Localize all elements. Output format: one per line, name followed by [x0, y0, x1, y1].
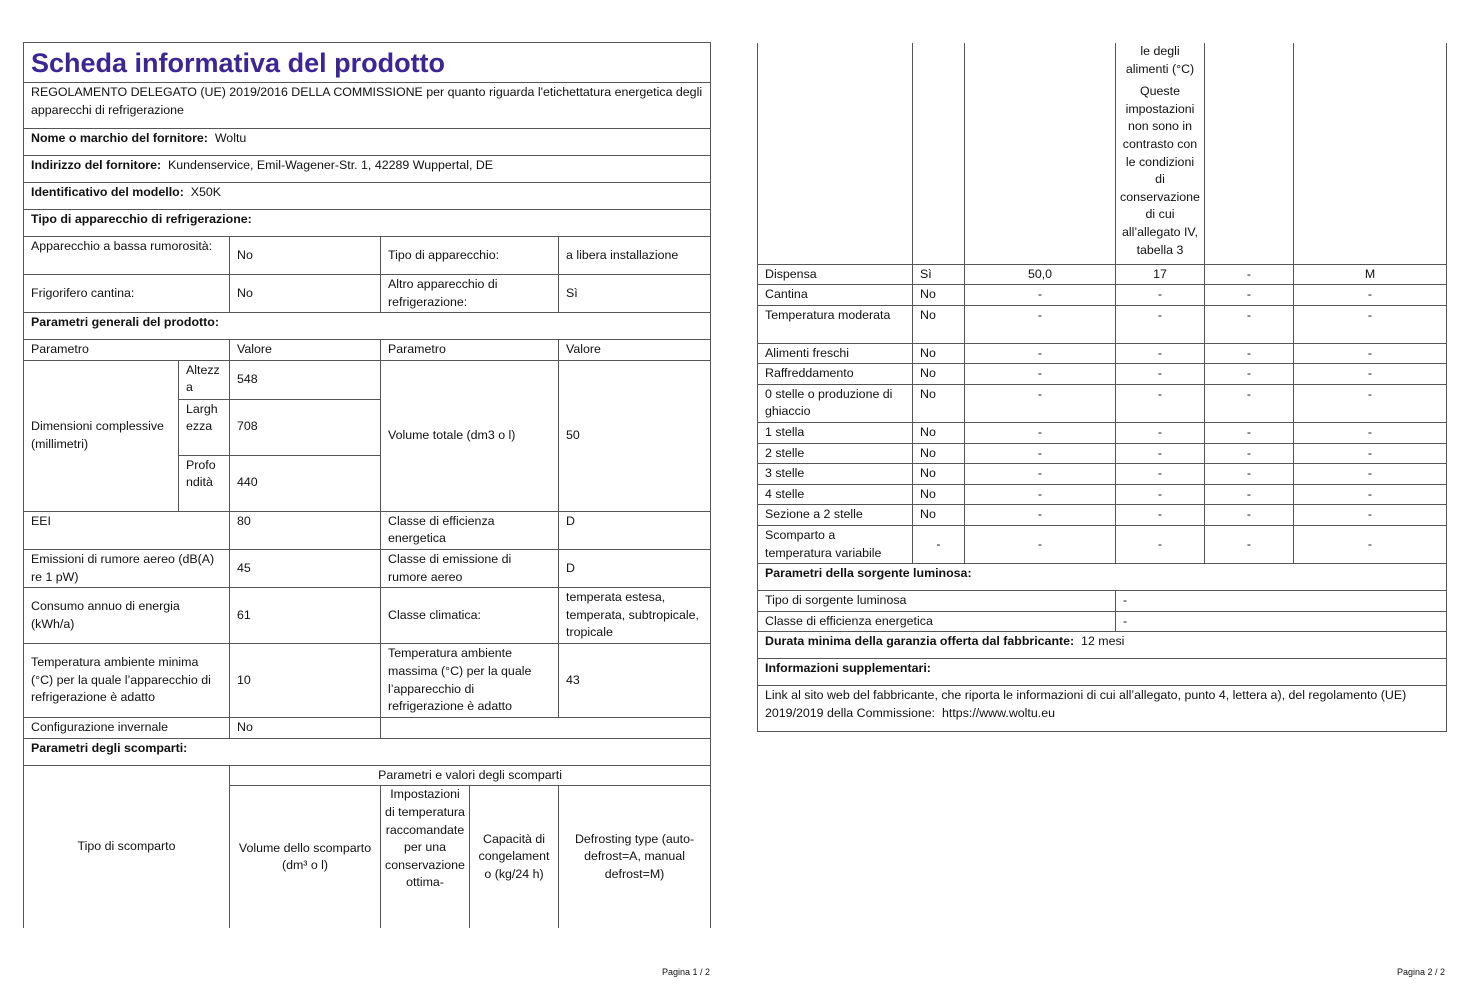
low-noise-value: No — [230, 237, 381, 275]
page-1 — [23, 42, 711, 928]
compartment-row — [758, 343, 1447, 364]
compartment-temp: - — [1116, 423, 1205, 444]
col-param: Parametro — [24, 340, 230, 361]
compartment-defrost: - — [1294, 343, 1447, 364]
comp-temp-label: Impostazioni di temperatura raccomandate per una conservazione ottima- — [381, 786, 470, 928]
light-class-value: - — [1116, 611, 1447, 632]
compartment-temp: - — [1116, 364, 1205, 385]
climate-label: Classe climatica: — [381, 588, 559, 644]
compartment-freeze: - — [1205, 305, 1294, 343]
compartment-name: Raffreddamento — [758, 364, 913, 385]
dimensions-label: Dimensioni complessive (millimetri) — [24, 360, 179, 511]
empty-cell — [1294, 43, 1447, 264]
compartment-freeze: - — [1205, 505, 1294, 526]
compartment-defrost: - — [1294, 384, 1447, 422]
compartment-volume: - — [965, 505, 1116, 526]
compartment-present: No — [913, 305, 965, 343]
compartment-name: Dispensa — [758, 264, 913, 285]
compartment-temp: - — [1116, 464, 1205, 485]
total-volume-label: Volume totale (dm3 o l) — [381, 360, 559, 511]
noise-class-label: Classe di emissione di rumore aereo — [381, 549, 559, 587]
model-label: Identificativo del modello: — [31, 185, 184, 199]
compartment-defrost: - — [1294, 305, 1447, 343]
max-temp-value: 43 — [559, 644, 711, 718]
empty-cell — [913, 43, 965, 264]
link-row — [758, 686, 1447, 732]
height-value: 548 — [230, 360, 381, 399]
compartment-defrost: - — [1294, 526, 1447, 564]
design-type-label: Tipo di apparecchio: — [381, 237, 559, 275]
compartment-row — [758, 443, 1447, 464]
other-label: Altro apparecchio di refrigerazione: — [381, 275, 559, 313]
light-heading: Parametri della sorgente luminosa: — [758, 564, 1447, 591]
compartment-freeze: - — [1205, 484, 1294, 505]
compartment-row — [758, 464, 1447, 485]
compartment-row — [758, 264, 1447, 285]
compartment-name: 0 stelle o produzione di ghiaccio — [758, 384, 913, 422]
comp-volume-label: Volume dello scomparto (dm³ o l) — [230, 786, 381, 928]
compartment-name: 1 stella — [758, 423, 913, 444]
compartment-volume: - — [965, 364, 1116, 385]
extra-heading: Informazioni supplementari: — [758, 659, 1447, 686]
supplier-address-label: Indirizzo del fornitore: — [31, 158, 162, 172]
warranty-row — [758, 632, 1447, 659]
compartment-name: Alimenti freschi — [758, 343, 913, 364]
link-text: Link al sito web del fabbricante, che riporta le informazioni di cui all’allegato, punto 4, lettera a), del regolamento (UE) 2019/2019 della Commissione: — [765, 688, 1407, 720]
compartment-present: - — [913, 526, 965, 564]
low-noise-label: Apparecchio a bassa rumorosità: — [24, 237, 230, 275]
comp-type-label: Tipo di scomparto — [24, 765, 230, 928]
max-temp-label: Temperatura ambiente massima (°C) per la quale l’apparecchio di refrigerazione è adatto — [381, 644, 559, 718]
width-label: Larghezza — [179, 399, 230, 455]
compartment-name: Cantina — [758, 285, 913, 306]
supplier-name-label: Nome o marchio del fornitore: — [31, 131, 208, 145]
compartment-row — [758, 423, 1447, 444]
page-1-footer: Pagina 1 / 2 — [662, 967, 711, 977]
compartment-temp: - — [1116, 384, 1205, 422]
compartment-rows — [758, 264, 1447, 564]
appliance-type-heading: Tipo di apparecchio di refrigerazione: — [24, 210, 711, 237]
empty-cell — [1205, 43, 1294, 264]
compartment-volume: - — [965, 343, 1116, 364]
design-type-value: a libera installazione — [559, 237, 711, 275]
compartment-present: No — [913, 484, 965, 505]
height-label: Altezza — [179, 360, 230, 399]
compartment-freeze: - — [1205, 384, 1294, 422]
compartment-defrost: - — [1294, 443, 1447, 464]
compartment-freeze: - — [1205, 364, 1294, 385]
other-value: Sì — [559, 275, 711, 313]
wine-value: No — [230, 275, 381, 313]
compartment-freeze: - — [1205, 526, 1294, 564]
min-temp-label: Temperatura ambiente minima (°C) per la quale l’apparecchio di refrigerazione è adatto — [24, 644, 230, 718]
comp-values-header: Parametri e valori degli scomparti — [230, 765, 711, 786]
eff-class-label: Classe di efficienza energetica — [381, 511, 559, 549]
compartment-name: Sezione a 2 stelle — [758, 505, 913, 526]
noise-value: 45 — [230, 549, 381, 587]
light-class-label: Classe di efficienza energetica — [758, 611, 1116, 632]
comp-freeze-label: Capacità di congelamento (kg/24 h) — [470, 786, 559, 928]
compartment-name: 2 stelle — [758, 443, 913, 464]
supplier-address: Kundenservice, Emil-Wagener-Str. 1, 42289 Wuppertal, DE — [168, 158, 494, 172]
compartment-temp: - — [1116, 443, 1205, 464]
energy-value: 61 — [230, 588, 381, 644]
model-id: X50K — [190, 185, 222, 199]
compartment-present: No — [913, 505, 965, 526]
compartment-present: No — [913, 343, 965, 364]
compartment-defrost: - — [1294, 484, 1447, 505]
depth-label: Profondità — [179, 455, 230, 511]
compartment-freeze: - — [1205, 285, 1294, 306]
compartment-freeze: - — [1205, 464, 1294, 485]
eff-class-value: D — [559, 511, 711, 549]
compartment-row — [758, 364, 1447, 385]
compartment-row — [758, 305, 1447, 343]
compartment-volume: - — [965, 443, 1116, 464]
eei-value: 80 — [230, 511, 381, 549]
compartment-row — [758, 484, 1447, 505]
warranty-label: Durata minima della garanzia offerta dal fabbricante: — [765, 634, 1075, 649]
compartment-volume: - — [965, 305, 1116, 343]
compartment-defrost: - — [1294, 423, 1447, 444]
compartment-row — [758, 505, 1447, 526]
compartment-defrost: - — [1294, 364, 1447, 385]
temp-note-cont: le degli alimenti (°C) — [1125, 44, 1195, 76]
compartment-volume: - — [965, 484, 1116, 505]
compartment-volume: - — [965, 464, 1116, 485]
noise-class-value: D — [559, 549, 711, 587]
winter-value: No — [230, 718, 381, 739]
noise-label: Emissioni di rumore aereo (dB(A) re 1 pW) — [24, 549, 230, 587]
compartment-row — [758, 526, 1447, 564]
compartment-defrost: - — [1294, 464, 1447, 485]
manufacturer-link[interactable]: https://www.woltu.eu — [942, 706, 1055, 720]
compartment-present: No — [913, 384, 965, 422]
compartment-defrost: - — [1294, 285, 1447, 306]
compartment-freeze: - — [1205, 423, 1294, 444]
compartment-name: Scomparto a temperatura variabile — [758, 526, 913, 564]
regulation-text: REGOLAMENTO DELEGATO (UE) 2019/2016 DELLA COMMISSIONE per quanto riguarda l'etichettatura energetica degli apparecchi di refrigerazione — [24, 83, 711, 129]
col-param-2: Parametro — [381, 340, 559, 361]
compartment-temp: - — [1116, 285, 1205, 306]
compartments-heading: Parametri degli scomparti: — [24, 738, 711, 765]
compartment-present: No — [913, 285, 965, 306]
compartment-temp: 17 — [1116, 264, 1205, 285]
page-title: Scheda informativa del prodotto — [31, 48, 446, 78]
compartments-table — [757, 43, 1447, 732]
light-type-label: Tipo di sorgente luminosa — [758, 591, 1116, 612]
compartment-volume: 50,0 — [965, 264, 1116, 285]
compartment-volume: - — [965, 285, 1116, 306]
supplier-name-row — [24, 129, 711, 156]
supplier-address-row — [24, 156, 711, 183]
temp-note-extra: Queste impostazioni non sono in contrasto con le condizioni di conservazione di cui all’allegato IV, tabella 3 — [1120, 84, 1200, 257]
product-info-table — [23, 42, 711, 928]
compartment-temp: - — [1116, 526, 1205, 564]
page-2-footer: Pagina 2 / 2 — [1397, 967, 1446, 977]
eei-label: EEI — [24, 511, 230, 549]
compartment-name: Temperatura moderata — [758, 305, 913, 343]
compartment-present: No — [913, 423, 965, 444]
supplier-name: Woltu — [214, 131, 247, 145]
compartment-present: No — [913, 443, 965, 464]
general-heading: Parametri generali del prodotto: — [24, 313, 711, 340]
energy-label: Consumo annuo di energia (kWh/a) — [24, 588, 230, 644]
compartment-temp: - — [1116, 305, 1205, 343]
empty-cell — [381, 718, 711, 739]
compartment-freeze: - — [1205, 443, 1294, 464]
temp-note-cell — [1116, 43, 1205, 264]
depth-value: 440 — [230, 455, 381, 511]
min-temp-value: 10 — [230, 644, 381, 718]
empty-cell — [965, 43, 1116, 264]
compartment-temp: - — [1116, 343, 1205, 364]
col-value: Valore — [230, 340, 381, 361]
compartment-present: No — [913, 364, 965, 385]
compartment-name: 3 stelle — [758, 464, 913, 485]
width-value: 708 — [230, 399, 381, 455]
comp-defrost-label: Defrosting type (auto-defrost=A, manual defrost=M) — [559, 786, 711, 928]
compartment-row — [758, 285, 1447, 306]
compartment-row — [758, 384, 1447, 422]
total-volume-value: 50 — [559, 360, 711, 511]
winter-label: Configurazione invernale — [24, 718, 230, 739]
compartment-volume: - — [965, 526, 1116, 564]
compartment-temp: - — [1116, 484, 1205, 505]
compartment-present: Sì — [913, 264, 965, 285]
climate-value: temperata estesa, temperata, subtropicale, tropicale — [559, 588, 711, 644]
compartment-present: No — [913, 464, 965, 485]
wine-label: Frigorifero cantina: — [24, 275, 230, 313]
compartment-defrost: M — [1294, 264, 1447, 285]
compartment-temp: - — [1116, 505, 1205, 526]
compartment-name: 4 stelle — [758, 484, 913, 505]
page-2 — [757, 43, 1446, 732]
compartment-freeze: - — [1205, 343, 1294, 364]
title-cell — [24, 43, 711, 83]
compartment-volume: - — [965, 423, 1116, 444]
compartment-defrost: - — [1294, 505, 1447, 526]
light-type-value: - — [1116, 591, 1447, 612]
warranty-value: 12 mesi — [1081, 634, 1125, 649]
compartment-freeze: - — [1205, 264, 1294, 285]
empty-cell — [758, 43, 913, 264]
compartment-volume: - — [965, 384, 1116, 422]
model-row — [24, 183, 711, 210]
col-value-2: Valore — [559, 340, 711, 361]
